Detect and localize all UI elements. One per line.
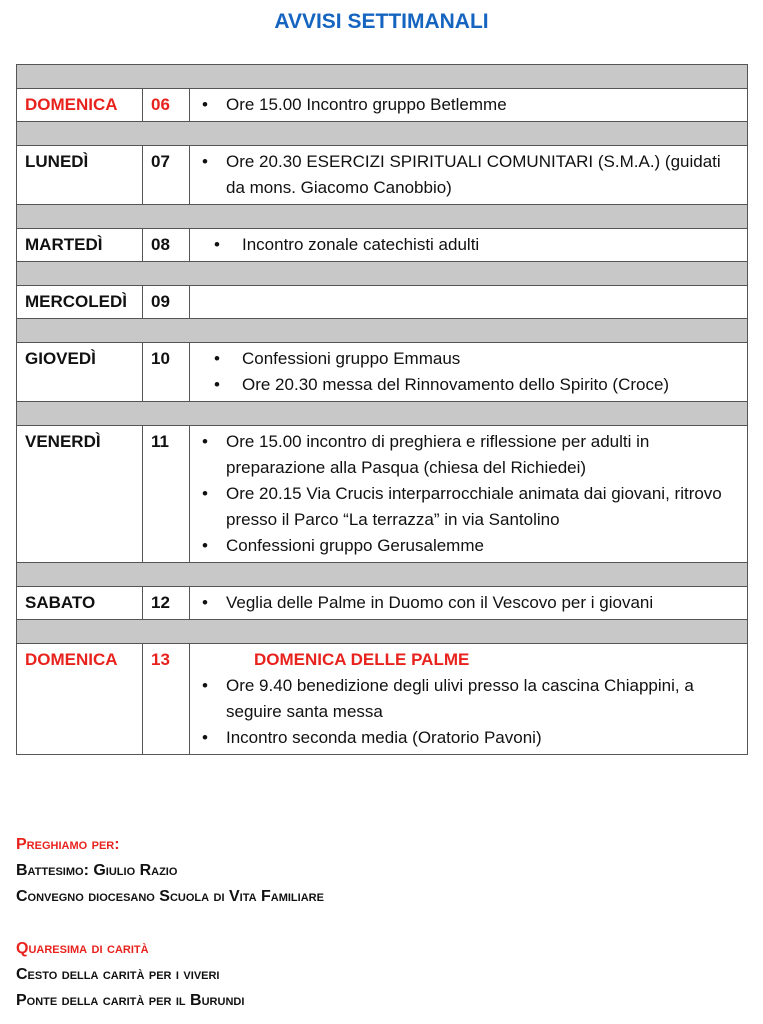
charity-heading: Quaresima di carità xyxy=(16,940,149,957)
event-item: • Ore 20.15 Via Crucis interparrocchiale animata dai giovani, ritrovo presso il Parco “La terrazza” in via Santolino xyxy=(202,481,741,533)
day-row xyxy=(17,89,748,122)
event-item: • Confessioni gruppo Gerusalemme xyxy=(202,533,741,559)
separator-row xyxy=(17,319,748,343)
day-name: MARTEDÌ xyxy=(17,229,143,262)
event-item: • Confessioni gruppo Emmaus xyxy=(202,346,741,372)
separator-row xyxy=(17,563,748,587)
pray-heading: Preghiamo per: xyxy=(16,836,120,853)
event-item: • Incontro zonale catechisti adulti xyxy=(202,232,741,258)
day-row xyxy=(17,644,748,755)
day-row xyxy=(17,146,748,205)
day-name: DOMENICA xyxy=(17,89,143,122)
separator-row xyxy=(17,205,748,229)
pray-line: Battesimo: Giulio Razio xyxy=(16,862,178,879)
event-item: • Ore 9.40 benedizione degli ulivi presso la cascina Chiappini, a seguire santa messa xyxy=(202,673,741,725)
charity-line: Ponte della carità per il Burundi xyxy=(16,992,245,1009)
event-item: • Ore 15.00 incontro di preghiera e riflessione per adulti in preparazione alla Pasqua (chiesa del Richiedei) xyxy=(202,429,741,481)
day-row xyxy=(17,426,748,563)
empty-events-cell xyxy=(190,286,748,319)
day-row xyxy=(17,587,748,620)
separator-row xyxy=(17,262,748,286)
day-number: 11 xyxy=(143,426,190,563)
day-name: LUNEDÌ xyxy=(17,146,143,205)
day-number: 13 xyxy=(143,644,190,755)
day-number: 10 xyxy=(143,343,190,402)
event-item: • Ore 15.00 Incontro gruppo Betlemme xyxy=(202,92,741,118)
pray-line: Convegno diocesano Scuola di Vita Familiare xyxy=(16,888,324,905)
day-number: 09 xyxy=(143,286,190,319)
event-item: • Veglia delle Palme in Duomo con il Vescovo per i giovani xyxy=(202,590,741,616)
day-number: 12 xyxy=(143,587,190,620)
event-item: • Ore 20.30 ESERCIZI SPIRITUALI COMUNITARI (S.M.A.) (guidati da mons. Giacomo Canobbio) xyxy=(202,149,741,201)
day-name: VENERDÌ xyxy=(17,426,143,563)
separator-row xyxy=(17,122,748,146)
day-row xyxy=(17,286,748,319)
separator-row xyxy=(17,620,748,644)
event-item: • Incontro seconda media (Oratorio Pavoni) xyxy=(202,725,741,751)
day-number: 08 xyxy=(143,229,190,262)
event-headline: DOMENICA DELLE PALME xyxy=(254,650,470,669)
page-title: AVVISI SETTIMANALI xyxy=(274,10,489,33)
day-name: MERCOLEDÌ xyxy=(17,286,143,319)
day-name: SABATO xyxy=(17,587,143,620)
day-row xyxy=(17,229,748,262)
event-item: • Ore 20.30 messa del Rinnovamento dello Spirito (Croce) xyxy=(202,372,741,398)
weekly-schedule-table xyxy=(16,64,748,755)
day-name: DOMENICA xyxy=(17,644,143,755)
separator-row xyxy=(17,402,748,426)
separator-row xyxy=(17,65,748,89)
charity-line: Cesto della carità per i viveri xyxy=(16,966,220,983)
day-number: 06 xyxy=(143,89,190,122)
day-row xyxy=(17,343,748,402)
day-name: GIOVEDÌ xyxy=(17,343,143,402)
day-number: 07 xyxy=(143,146,190,205)
notes-section xyxy=(16,832,748,1014)
